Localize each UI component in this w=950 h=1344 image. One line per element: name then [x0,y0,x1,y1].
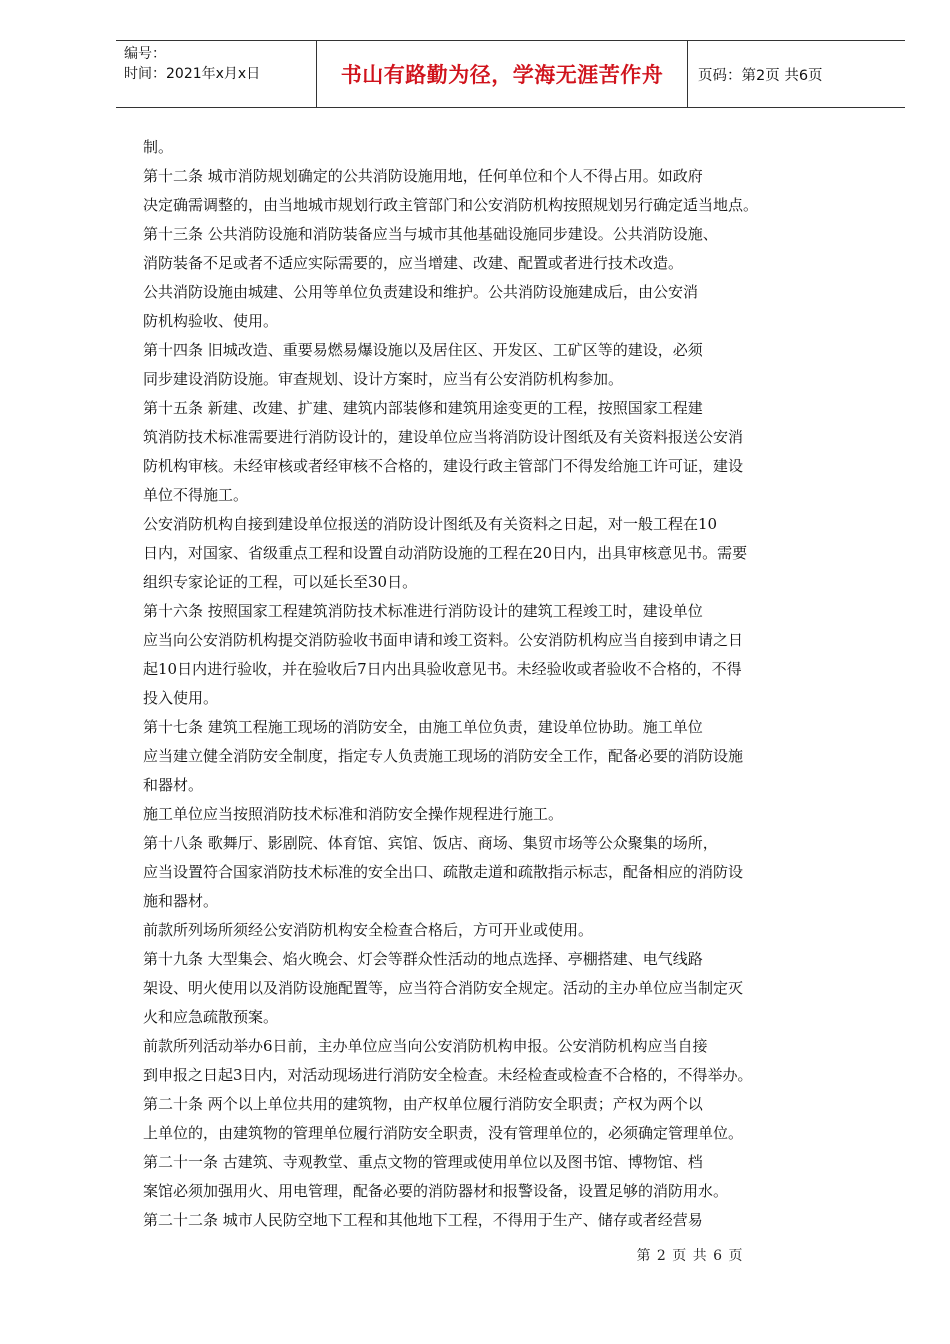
motto-text: 书山有路勤为径，学海无涯苦作舟 [340,63,664,87]
text-line: 决定确需调整的，由当地城市规划行政主管部门和公安消防机构按照规划另行确定适当地点。 [143,196,759,214]
text-line: 公安消防机构自接到建设单位报送的消防设计图纸及有关资料之日起，对一般工程在10 [143,515,718,533]
text-line: 防机构审核。未经审核或者经审核不合格的，建设行政主管部门不得发给施工许可证，建设 [143,457,744,475]
time-label: 时间：2021年x月x日 [124,66,261,82]
text-line: 到申报之日起3日内，对活动现场进行消防安全检查。未经检查或检查不合格的，不得举办。 [143,1066,753,1084]
text-line: 第十六条 按照国家工程建筑消防技术标准进行消防设计的建筑工程竣工时，建设单位 [143,602,703,620]
header-meta [124,44,314,84]
text-line: 第十五条 新建、改建、扩建、建筑内部装修和建筑用途变更的工程，按照国家工程建 [143,399,703,417]
text-line: 筑消防技术标准需要进行消防设计的，建设单位应当将消防设计图纸及有关资料报送公安消 [143,428,744,446]
text-line: 日内，对国家、省级重点工程和设置自动消防设施的工程在20日内，出具审核意见书。需要 [143,544,748,562]
text-line: 第二十二条 城市人民防空地下工程和其他地下工程，不得用于生产、储存或者经营易 [143,1211,703,1229]
text-line: 前款所列场所须经公安消防机构安全检查合格后，方可开业或使用。 [143,921,594,939]
text-line: 前款所列活动举办6日前，主办单位应当向公安消防机构申报。公安消防机构应当自接 [143,1037,708,1055]
text-line: 和器材。 [143,776,204,794]
text-line: 施工单位应当按照消防技术标准和消防安全操作规程进行施工。 [143,805,564,823]
page-info-text: 页码：第2页 共6页 [698,67,823,84]
text-line: 组织专家论证的工程，可以延长至30日。 [143,573,418,591]
text-line: 第二十一条 古建筑、寺观教堂、重点文物的管理或使用单位以及图书馆、博物馆、档 [143,1153,703,1171]
text-line: 同步建设消防设施。审查规划、设计方案时，应当有公安消防机构参加。 [143,370,624,388]
text-line: 起10日内进行验收，并在验收后7日内出具验收意见书。未经验收或者验收不合格的，不得 [143,660,742,678]
page-header [116,40,905,108]
text-line: 消防装备不足或者不适应实际需要的，应当增建、改建、配置或者进行技术改造。 [143,254,684,272]
text-line: 应当设置符合国家消防技术标准的安全出口、疏散走道和疏散指示标志，配备相应的消防设 [143,863,744,881]
text-line: 单位不得施工。 [143,486,249,504]
page-footer [0,1245,950,1265]
text-line: 案馆必须加强用火、用电管理，配备必要的消防器材和报警设备，设置足够的消防用水。 [143,1182,729,1200]
text-line: 第十四条 旧城改造、重要易燃易爆设施以及居住区、开发区、工矿区等的建设，必须 [143,341,703,359]
text-line: 应当建立健全消防安全制度，指定专人负责施工现场的消防安全工作，配备必要的消防设施 [143,747,744,765]
text-line: 施和器材。 [143,892,219,910]
text-line: 第十三条 公共消防设施和消防装备应当与城市其他基础设施同步建设。公共消防设施、 [143,225,718,243]
serial-label: 编号： [124,46,166,62]
footer-page-number: 第 2 页 共 6 页 [636,1248,744,1264]
text-line: 应当向公安消防机构提交消防验收书面申请和竣工资料。公安消防机构应当自接到申请之日 [143,631,744,649]
text-line: 投入使用。 [143,689,219,707]
text-line: 制。 [143,138,174,156]
text-line: 第二十条 两个以上单位共用的建筑物，由产权单位履行消防安全职责；产权为两个以 [143,1095,703,1113]
text-line: 第十七条 建筑工程施工现场的消防安全，由施工单位负责，建设单位协助。施工单位 [143,718,703,736]
document-body [143,133,833,1235]
text-line: 第十九条 大型集会、焰火晚会、灯会等群众性活动的地点选择、亭棚搭建、电气线路 [143,950,703,968]
text-line: 第十二条 城市消防规划确定的公共消防设施用地，任何单位和个人不得占用。如政府 [143,167,703,185]
text-line: 上单位的，由建筑物的管理单位履行消防安全职责，没有管理单位的，必须确定管理单位。 [143,1124,744,1142]
text-line: 第十八条 歌舞厅、影剧院、体育馆、宾馆、饭店、商场、集贸市场等公众聚集的场所， [143,834,718,852]
text-line: 公共消防设施由城建、公用等单位负责建设和维护。公共消防设施建成后，由公安消 [143,283,699,301]
header-motto-cell [316,41,688,107]
text-line: 防机构验收、使用。 [143,312,279,330]
text-line: 火和应急疏散预案。 [143,1008,279,1026]
header-page-info [698,41,823,107]
text-line: 架设、明火使用以及消防设施配置等，应当符合消防安全规定。活动的主办单位应当制定灭 [143,979,744,997]
